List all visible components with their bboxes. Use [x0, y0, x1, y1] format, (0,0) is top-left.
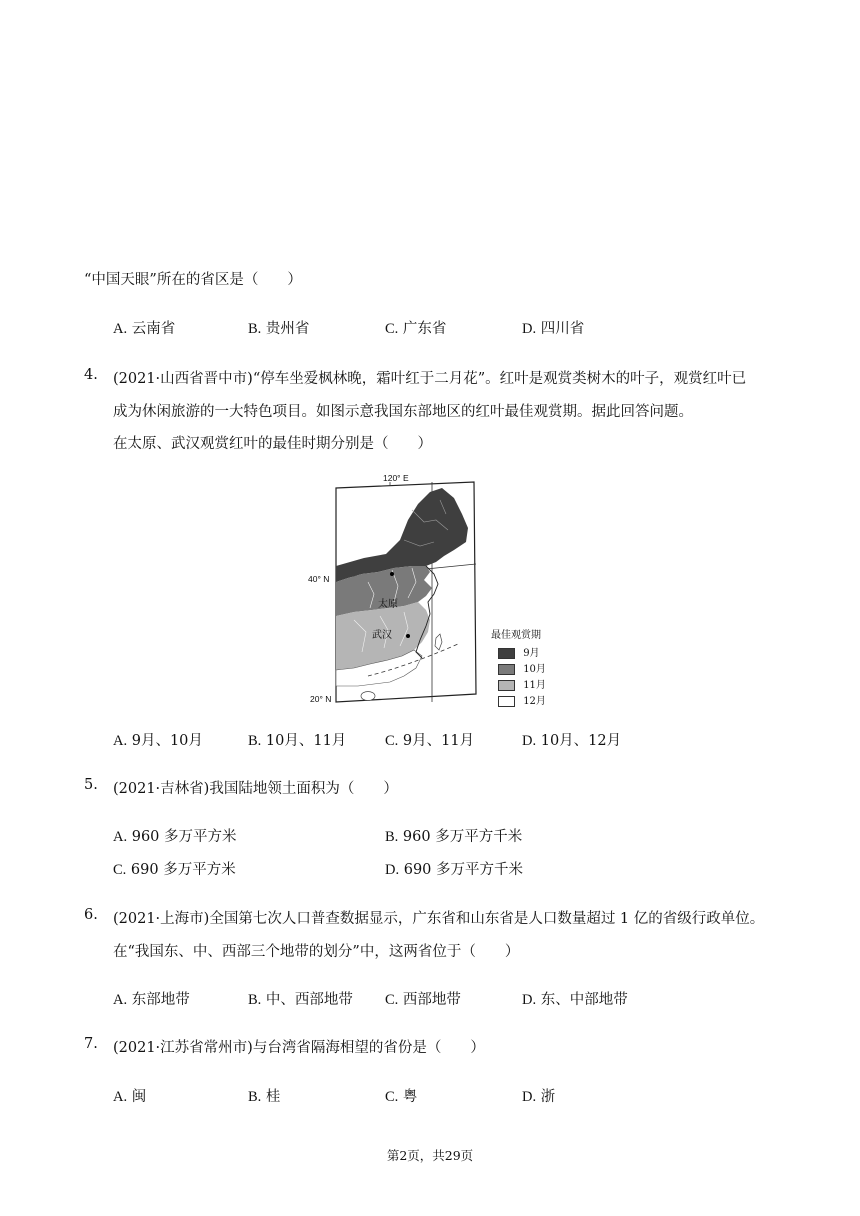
- q6-number: 6.: [84, 907, 98, 923]
- q7-stem: (2021·江苏省常州市)与台湾省隔海相望的省份是（ ）: [113, 1040, 485, 1056]
- latitude-40-label: 40° N: [308, 574, 330, 584]
- q6-option-c[interactable]: C. 西部地带: [385, 992, 461, 1008]
- legend-swatch: [498, 648, 515, 659]
- city-taiyuan-label: 太原: [378, 599, 398, 610]
- q6-line2: 在“我国东、中、西部三个地带的划分”中，这两省位于（ ）: [113, 944, 520, 960]
- q3-option-a[interactable]: A. 云南省: [113, 321, 176, 337]
- q6-option-b[interactable]: B. 中、西部地带: [248, 992, 353, 1008]
- q6-option-d[interactable]: D. 东、中部地带: [522, 992, 628, 1008]
- legend-item-10: 10月: [498, 660, 546, 675]
- q3-option-b[interactable]: B. 贵州省: [248, 321, 310, 337]
- q7-option-d[interactable]: D. 浙: [522, 1089, 556, 1105]
- q4-option-d[interactable]: D. 10月、12月: [522, 733, 622, 749]
- q7-option-b[interactable]: B. 桂: [248, 1089, 281, 1105]
- q3-option-d[interactable]: D. 四川省: [522, 321, 585, 337]
- q6-line1: (2021·上海市)全国第七次人口普查数据显示，广东省和山东省是人口数量超过 1 亿的省级行政单位。: [113, 911, 765, 927]
- latitude-20-label: 20° N: [310, 694, 332, 704]
- legend-item-9: 9月: [498, 644, 540, 659]
- q4-option-c[interactable]: C. 9月、11月: [385, 733, 475, 749]
- q4-line3: 在太原、武汉观赏红叶的最佳时期分别是（ ）: [113, 436, 432, 452]
- q3-option-c[interactable]: C. 广东省: [385, 321, 447, 337]
- q5-option-c[interactable]: C. 690 多万平方米: [113, 862, 236, 878]
- q4-option-b[interactable]: B. 10月、11月: [248, 733, 347, 749]
- q7-option-a[interactable]: A. 闽: [113, 1089, 147, 1105]
- q5-number: 5.: [84, 777, 98, 793]
- q6-option-a[interactable]: A. 东部地带: [113, 992, 190, 1008]
- q5-option-d[interactable]: D. 690 多万平方千米: [385, 862, 524, 878]
- q7-number: 7.: [84, 1036, 98, 1052]
- page-footer: 第2页，共29页: [386, 1148, 474, 1163]
- legend-swatch: [498, 664, 515, 675]
- legend-item-12: 12月: [498, 692, 546, 707]
- q4-option-a[interactable]: A. 9月、10月: [113, 733, 203, 749]
- red-leaf-viewing-map: [308, 470, 598, 716]
- q4-number: 4.: [84, 367, 98, 383]
- q4-line2: 成为休闲旅游的一大特色项目。如图示意我国东部地区的红叶最佳观赏期。据此回答问题。: [113, 404, 693, 420]
- q4-line1: (2021·山西省晋中市)“停车坐爱枫林晚，霜叶红于二月花”。红叶是观赏类树木的叶子，观赏红叶已: [113, 371, 747, 387]
- legend-title: 最佳观赏期: [491, 630, 541, 641]
- q7-option-c[interactable]: C. 粤: [385, 1089, 418, 1105]
- q3-stem: “中国天眼”所在的省区是（ ）: [84, 272, 302, 288]
- q5-option-b[interactable]: B. 960 多万平方千米: [385, 829, 523, 845]
- longitude-label: 120° E: [383, 473, 409, 483]
- q5-option-a[interactable]: A. 960 多万平方米: [113, 829, 237, 845]
- city-wuhan-label: 武汉: [372, 630, 392, 641]
- legend-swatch: [498, 680, 515, 691]
- legend-item-11: 11月: [498, 676, 546, 691]
- q5-stem: (2021·吉林省)我国陆地领土面积为（ ）: [113, 781, 398, 797]
- legend-swatch: [498, 696, 515, 707]
